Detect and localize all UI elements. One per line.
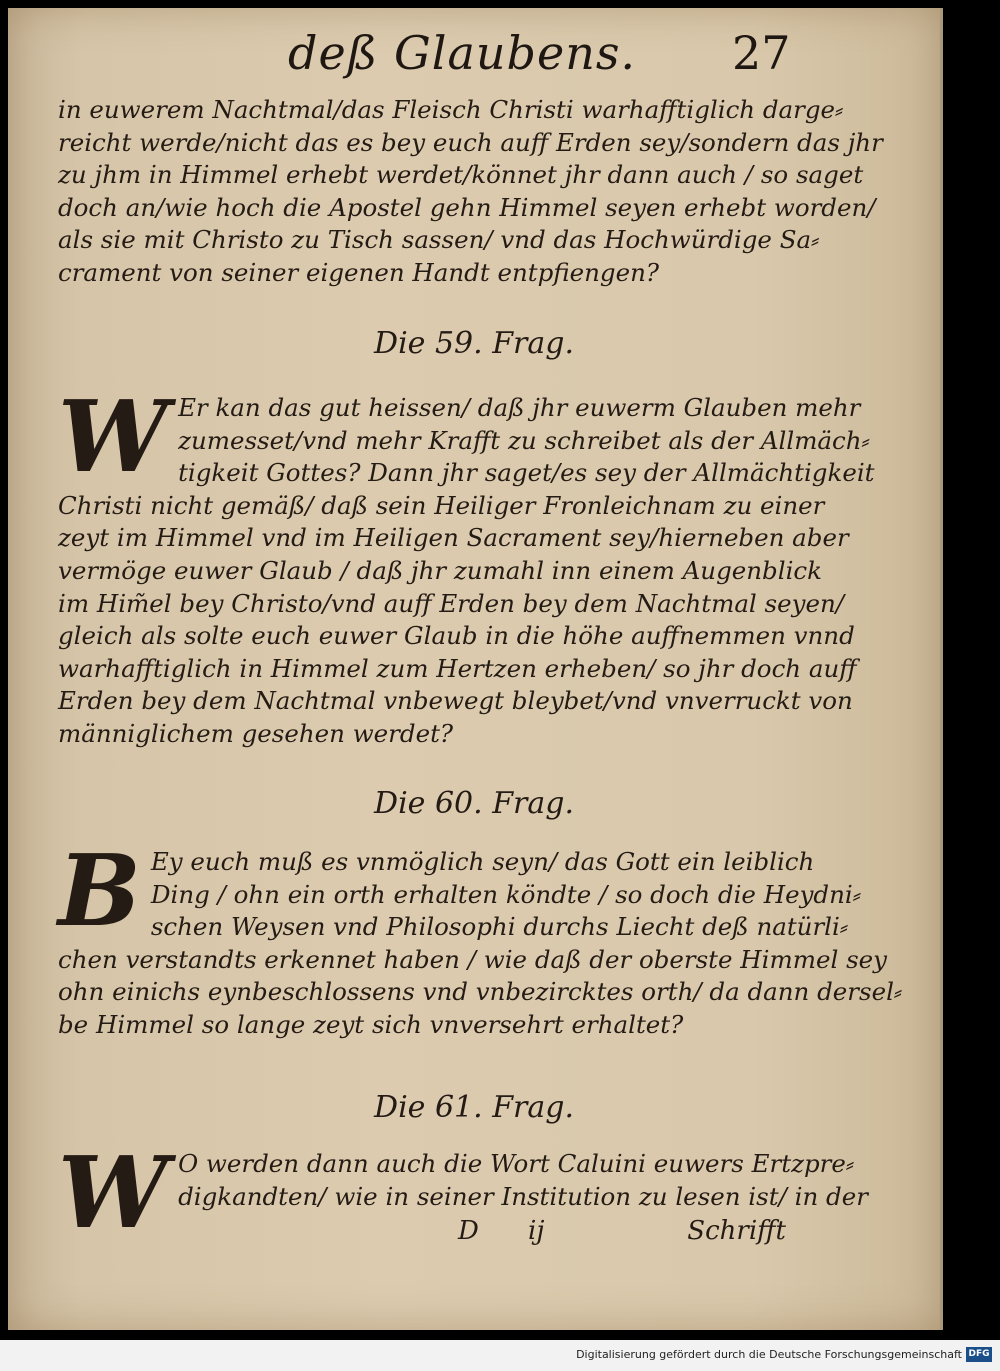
text-line: vermöge euwer Glaub / daß jhr zumahl inn einem Augenblick xyxy=(58,555,822,585)
text-line: chen verstandts erkennet haben / wie daß der oberste Himmel sey xyxy=(58,944,888,974)
text-line: O werden dann auch die Wort Caluini euwers Ertzpre⸗ xyxy=(178,1149,855,1178)
text-line: crament von seiner eigenen Handt entpfiengen? xyxy=(58,257,659,287)
text-line: digkandten/ wie in seiner Institution zu lesen ist/ in der xyxy=(178,1181,868,1211)
page-header xyxy=(8,26,940,96)
question-60-paragraph xyxy=(58,834,903,1042)
text-line: Ey euch muß es vnmöglich seyn/ das Gott ein leiblich xyxy=(150,847,815,876)
question-59-paragraph xyxy=(58,380,875,751)
text-line: Erden bey dem Nachtmal vnbewegt bleybet/vnd vnverruckt von xyxy=(58,686,853,716)
funding-credit: Digitalisierung gefördert durch die Deutsche Forschungsgemeinschaft xyxy=(576,1348,962,1361)
text-line: schen Weysen vnd Philosophi durchs Liecht deß natürli⸗ xyxy=(150,912,848,942)
text-line: zeyt im Himmel vnd im Heiligen Sacrament sey/hierneben aber xyxy=(58,523,849,553)
running-title: deß Glaubens. xyxy=(288,26,637,80)
drop-cap-initial: W xyxy=(58,1136,169,1251)
text-line: reicht werde/nicht das es bey euch auff Erden sey/sondern das jhr xyxy=(58,127,883,157)
signature-mark: D xyxy=(458,1216,479,1246)
page-number: 27 xyxy=(732,26,791,80)
text-line: zu jhm in Himmel erhebt werdet/könnet jhr dann auch / so saget xyxy=(58,160,864,190)
text-line: Er kan das gut heissen/ daß jhr euwerm Glauben mehr xyxy=(178,393,861,422)
text-line: im Him̃el bey Christo/vnd auff Erden bey dem Nachtmal seyen/ xyxy=(58,588,844,618)
catchword: Schrifft xyxy=(687,1216,786,1246)
footer-bar xyxy=(0,1340,1000,1371)
text-line: Christi nicht gemäß/ daß sein Heiliger Fronleichnam zu einer xyxy=(58,490,825,520)
question-59-heading: Die 59. Frag. xyxy=(374,326,574,361)
question-61-heading: Die 61. Frag. xyxy=(374,1090,574,1125)
text-line: gleich als solte euch euwer Glaub in die höhe auffnemmen vnnd xyxy=(58,621,855,651)
question-60-heading: Die 60. Frag. xyxy=(374,786,574,821)
text-line: warhafftiglich in Himmel zum Hertzen erheben/ so jhr doch auff xyxy=(58,653,857,683)
text-line: ohn einichs eynbeschlossens vnd vnbezircktes orth/ da dann dersel⸗ xyxy=(58,977,903,1007)
text-line: Ding / ohn ein orth erhalten köndte / so doch die Heydni⸗ xyxy=(150,879,861,909)
folio-mark: ij xyxy=(528,1216,545,1246)
intro-paragraph xyxy=(58,94,883,290)
drop-cap-initial: B xyxy=(58,834,141,949)
text-line: be Himmel so lange zeyt sich vnversehrt erhaltet? xyxy=(58,1009,684,1039)
text-line: tigkeit Gottes? Dann jhr saget/es sey der Allmächtigkeit xyxy=(178,458,875,488)
text-line: zumesset/vnd mehr Krafft zu schreibet als der Allmäch⸗ xyxy=(178,425,870,455)
book-page xyxy=(8,8,943,1330)
text-line: in euwerem Nachtmal/das Fleisch Christi warhafftiglich darge⸗ xyxy=(58,95,844,124)
text-line: männiglichem gesehen werdet? xyxy=(58,718,454,748)
text-line: doch an/wie hoch die Apostel gehn Himmel seyen erhebt worden/ xyxy=(58,192,876,222)
drop-cap-initial: W xyxy=(58,380,169,495)
text-line: als sie mit Christo zu Tisch sassen/ vnd das Hochwürdige Sa⸗ xyxy=(58,225,820,255)
dfg-logo: DFG xyxy=(966,1347,992,1362)
